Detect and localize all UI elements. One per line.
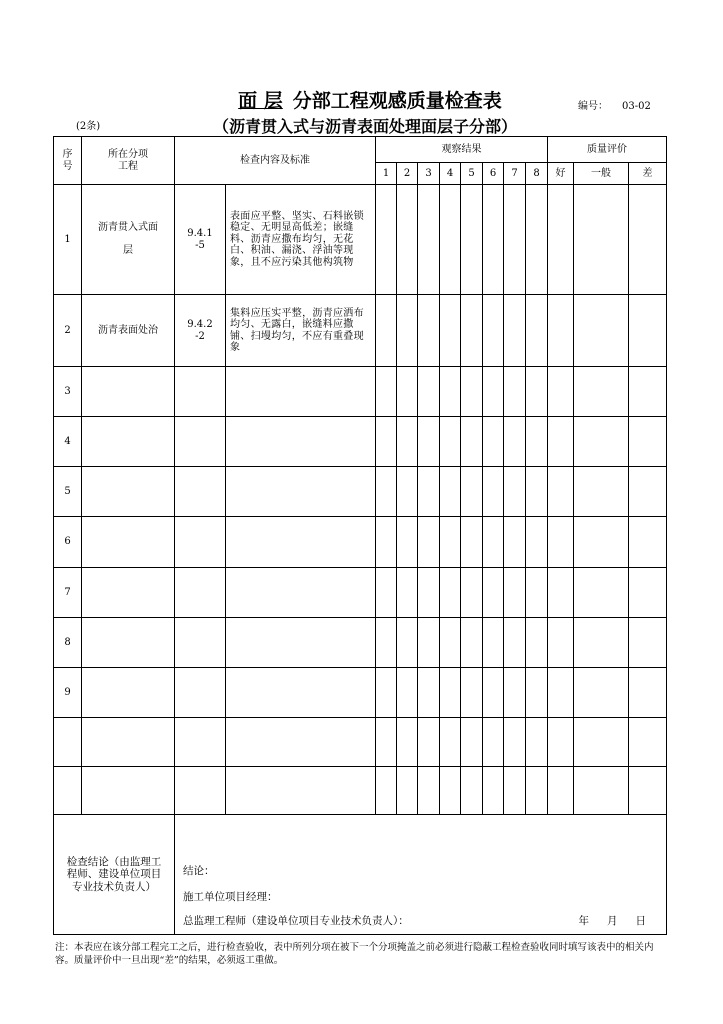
date-year: 年 — [578, 915, 590, 927]
header-project: 所在分项工程 — [82, 137, 175, 185]
observation-cell[interactable] — [376, 517, 397, 568]
observation-cell[interactable] — [483, 417, 504, 467]
manager-label: 施工单位项目经理： — [183, 891, 278, 903]
observation-cell[interactable] — [418, 185, 440, 295]
quality-cell[interactable] — [548, 295, 574, 367]
quality-cell[interactable] — [548, 467, 574, 517]
observation-cell[interactable] — [483, 767, 504, 815]
quality-cell[interactable] — [629, 668, 667, 718]
obs-col-3: 3 — [418, 163, 440, 185]
quality-col-2: 一般 — [574, 163, 629, 185]
row-seq: 2 — [54, 295, 82, 367]
obs-col-8: 8 — [526, 163, 548, 185]
row-standard — [226, 618, 376, 668]
row-standard — [226, 517, 376, 568]
observation-cell[interactable] — [376, 185, 397, 295]
observation-cell[interactable] — [440, 367, 461, 417]
quality-cell[interactable] — [548, 618, 574, 668]
observation-cell[interactable] — [483, 517, 504, 568]
table-row — [54, 568, 667, 618]
observation-cell[interactable] — [504, 718, 526, 767]
observation-cell[interactable] — [461, 718, 483, 767]
quality-cell[interactable] — [629, 295, 667, 367]
observation-cell[interactable] — [504, 668, 526, 718]
obs-col-2: 2 — [397, 163, 418, 185]
observation-cell[interactable] — [504, 467, 526, 517]
observation-cell[interactable] — [440, 467, 461, 517]
conclusion-label: 检查结论（由监理工程师、建设单位项目专业技术负责人） — [54, 815, 175, 935]
observation-cell[interactable] — [418, 517, 440, 568]
quality-cell[interactable] — [548, 568, 574, 618]
observation-cell[interactable] — [376, 718, 397, 767]
conclusion-row — [54, 815, 667, 935]
observation-cell[interactable] — [526, 568, 548, 618]
observation-cell[interactable] — [483, 367, 504, 417]
row-clause: 9.4.2 -2 — [175, 295, 226, 367]
observation-cell[interactable] — [418, 618, 440, 668]
supervisor-label: 总监理工程师（建设单位项目专业技术负责人）： — [183, 915, 409, 927]
table-row — [54, 367, 667, 417]
quality-cell[interactable] — [629, 367, 667, 417]
row-project — [82, 467, 175, 517]
quality-cell[interactable] — [548, 417, 574, 467]
observation-cell[interactable] — [526, 367, 548, 417]
observation-cell[interactable] — [461, 185, 483, 295]
verdict-label: 结论： — [183, 865, 215, 877]
quality-cell[interactable] — [629, 185, 667, 295]
observation-cell[interactable] — [504, 185, 526, 295]
title-prefix: 面 层 — [238, 90, 283, 112]
header-observation: 观察结果 — [376, 137, 548, 163]
observation-cell[interactable] — [526, 517, 548, 568]
row-project — [82, 767, 175, 815]
quality-cell[interactable] — [629, 718, 667, 767]
observation-cell[interactable] — [397, 618, 418, 668]
quality-col-3: 差 — [629, 163, 667, 185]
row-project — [82, 668, 175, 718]
observation-cell[interactable] — [376, 417, 397, 467]
quality-cell[interactable] — [574, 767, 629, 815]
observation-cell[interactable] — [483, 467, 504, 517]
observation-cell[interactable] — [461, 668, 483, 718]
observation-cell[interactable] — [483, 718, 504, 767]
row-seq: 1 — [54, 185, 82, 295]
quality-cell[interactable] — [629, 568, 667, 618]
row-seq: 7 — [54, 568, 82, 618]
inspection-table — [53, 136, 667, 935]
header-quality: 质量评价 — [548, 137, 667, 163]
row-project — [82, 517, 175, 568]
observation-cell[interactable] — [376, 295, 397, 367]
row-seq: 6 — [54, 517, 82, 568]
observation-cell[interactable] — [504, 517, 526, 568]
observation-cell[interactable] — [526, 417, 548, 467]
row-standard — [226, 367, 376, 417]
quality-cell[interactable] — [574, 467, 629, 517]
observation-cell[interactable] — [526, 718, 548, 767]
signature-date — [579, 915, 647, 927]
quality-cell[interactable] — [629, 618, 667, 668]
observation-cell[interactable] — [440, 668, 461, 718]
observation-cell[interactable] — [440, 417, 461, 467]
table-row — [54, 618, 667, 668]
observation-cell[interactable] — [397, 718, 418, 767]
observation-cell[interactable] — [526, 668, 548, 718]
observation-cell[interactable] — [483, 568, 504, 618]
quality-cell[interactable] — [548, 367, 574, 417]
observation-cell[interactable] — [461, 417, 483, 467]
observation-cell[interactable] — [483, 668, 504, 718]
row-project — [82, 568, 175, 618]
observation-cell[interactable] — [526, 185, 548, 295]
quality-cell[interactable] — [574, 668, 629, 718]
observation-cell[interactable] — [418, 417, 440, 467]
row-clause — [175, 618, 226, 668]
observation-cell[interactable] — [397, 417, 418, 467]
observation-cell[interactable] — [397, 467, 418, 517]
row-project — [82, 618, 175, 668]
observation-cell[interactable] — [440, 767, 461, 815]
observation-cell[interactable] — [526, 767, 548, 815]
quality-cell[interactable] — [629, 417, 667, 467]
row-standard — [226, 718, 376, 767]
quality-cell[interactable] — [574, 568, 629, 618]
observation-cell[interactable] — [376, 367, 397, 417]
row-clause — [175, 517, 226, 568]
observation-cell[interactable] — [440, 185, 461, 295]
quality-cell[interactable] — [574, 295, 629, 367]
row-seq: 8 — [54, 618, 82, 668]
table-row — [54, 668, 667, 718]
observation-cell[interactable] — [418, 367, 440, 417]
observation-cell[interactable] — [440, 295, 461, 367]
row-clause — [175, 568, 226, 618]
obs-col-4: 4 — [440, 163, 461, 185]
quality-cell[interactable] — [548, 517, 574, 568]
form-code-label: 编号： — [578, 101, 608, 112]
table-row — [54, 467, 667, 517]
observation-cell[interactable] — [504, 367, 526, 417]
observation-cell[interactable] — [504, 568, 526, 618]
header-seq: 序号 — [54, 137, 82, 185]
row-standard — [226, 467, 376, 517]
quality-cell[interactable] — [629, 517, 667, 568]
row-clause — [175, 718, 226, 767]
observation-cell[interactable] — [397, 668, 418, 718]
observation-cell[interactable] — [418, 568, 440, 618]
row-seq — [54, 718, 82, 767]
observation-cell[interactable] — [376, 767, 397, 815]
observation-cell[interactable] — [526, 295, 548, 367]
observation-cell[interactable] — [504, 767, 526, 815]
table-row — [54, 185, 667, 295]
form-title — [190, 86, 540, 113]
footnote: 注：本表应在该分部工程完工之后，进行检查验收，表中所列分项在被下一个分项掩盖之前必须进行隐蔽工程检查验收同时填写该表中的相关内容。质量评价中一旦出现“差”的结果，必须返工重做。 — [55, 942, 654, 966]
row-clause — [175, 417, 226, 467]
form-code-value: 03-02 — [622, 101, 651, 112]
observation-cell[interactable] — [461, 568, 483, 618]
observation-cell[interactable] — [526, 467, 548, 517]
observation-cell[interactable] — [461, 767, 483, 815]
row-standard: 集料应压实平整，沥青应洒布均匀、无露白，嵌缝料应撒铺、扫墁均匀，不应有重叠现象 — [226, 295, 376, 367]
observation-cell[interactable] — [483, 185, 504, 295]
observation-cell[interactable] — [483, 618, 504, 668]
observation-cell[interactable] — [440, 517, 461, 568]
row-project — [82, 718, 175, 767]
observation-cell[interactable] — [418, 668, 440, 718]
observation-cell[interactable] — [461, 517, 483, 568]
quality-cell[interactable] — [574, 517, 629, 568]
observation-cell[interactable] — [483, 295, 504, 367]
conclusion-body[interactable] — [175, 815, 667, 935]
quality-cell[interactable] — [629, 467, 667, 517]
observation-cell[interactable] — [461, 467, 483, 517]
observation-cell[interactable] — [418, 467, 440, 517]
observation-cell[interactable] — [397, 295, 418, 367]
quality-cell[interactable] — [574, 417, 629, 467]
form-subtitle: （沥青贯入式与沥青表面处理面层子分部） — [212, 117, 517, 136]
quality-col-1: 好 — [548, 163, 574, 185]
observation-cell[interactable] — [504, 295, 526, 367]
row-seq: 3 — [54, 367, 82, 417]
obs-col-7: 7 — [504, 163, 526, 185]
observation-cell[interactable] — [397, 367, 418, 417]
row-clause: 9.4.1 -5 — [175, 185, 226, 295]
row-standard — [226, 668, 376, 718]
row-seq: 9 — [54, 668, 82, 718]
row-standard — [226, 767, 376, 815]
quality-cell[interactable] — [629, 767, 667, 815]
observation-cell[interactable] — [504, 417, 526, 467]
observation-cell[interactable] — [440, 568, 461, 618]
quality-cell[interactable] — [548, 185, 574, 295]
observation-cell[interactable] — [461, 618, 483, 668]
row-seq: 5 — [54, 467, 82, 517]
row-clause — [175, 767, 226, 815]
observation-cell[interactable] — [397, 185, 418, 295]
table-row — [54, 767, 667, 815]
quality-cell[interactable] — [548, 718, 574, 767]
observation-cell[interactable] — [440, 718, 461, 767]
row-clause — [175, 668, 226, 718]
row-seq: 4 — [54, 417, 82, 467]
date-day: 日 — [635, 915, 647, 927]
observation-cell[interactable] — [440, 618, 461, 668]
observation-cell[interactable] — [461, 295, 483, 367]
row-seq — [54, 767, 82, 815]
observation-cell[interactable] — [418, 718, 440, 767]
quality-cell[interactable] — [548, 767, 574, 815]
observation-cell[interactable] — [376, 618, 397, 668]
quality-cell[interactable] — [574, 367, 629, 417]
observation-cell[interactable] — [376, 568, 397, 618]
observation-cell[interactable] — [397, 767, 418, 815]
date-month: 月 — [607, 915, 618, 927]
observation-cell[interactable] — [504, 618, 526, 668]
row-project: 沥青表面处治 — [82, 295, 175, 367]
observation-cell[interactable] — [461, 367, 483, 417]
item-count: (2条) — [76, 121, 101, 132]
table-row — [54, 295, 667, 367]
header-content: 检查内容及标准 — [175, 137, 376, 185]
table-row — [54, 417, 667, 467]
row-standard — [226, 417, 376, 467]
row-project: 沥青贯入式面 层 — [82, 185, 175, 295]
observation-cell[interactable] — [526, 618, 548, 668]
obs-col-5: 5 — [461, 163, 483, 185]
observation-cell[interactable] — [397, 517, 418, 568]
title-suffix: 分部工程观感质量检查表 — [292, 90, 502, 112]
observation-cell[interactable] — [418, 295, 440, 367]
quality-cell[interactable] — [574, 185, 629, 295]
table-row — [54, 718, 667, 767]
row-clause — [175, 367, 226, 417]
observation-cell[interactable] — [376, 467, 397, 517]
observation-cell[interactable] — [376, 668, 397, 718]
quality-cell[interactable] — [548, 668, 574, 718]
form-code — [578, 97, 651, 112]
row-clause — [175, 467, 226, 517]
row-standard: 表面应平整、坚实、石料嵌锁稳定、无明显高低差；嵌缝料、沥青应撒布均匀，无花白、积油、漏浇、浮油等现象，且不应污染其他构筑物 — [226, 185, 376, 295]
obs-col-1: 1 — [376, 163, 397, 185]
observation-cell[interactable] — [397, 568, 418, 618]
row-project — [82, 367, 175, 417]
row-project — [82, 417, 175, 467]
quality-cell[interactable] — [574, 718, 629, 767]
obs-col-6: 6 — [483, 163, 504, 185]
row-standard — [226, 568, 376, 618]
observation-cell[interactable] — [418, 767, 440, 815]
quality-cell[interactable] — [574, 618, 629, 668]
table-row — [54, 517, 667, 568]
